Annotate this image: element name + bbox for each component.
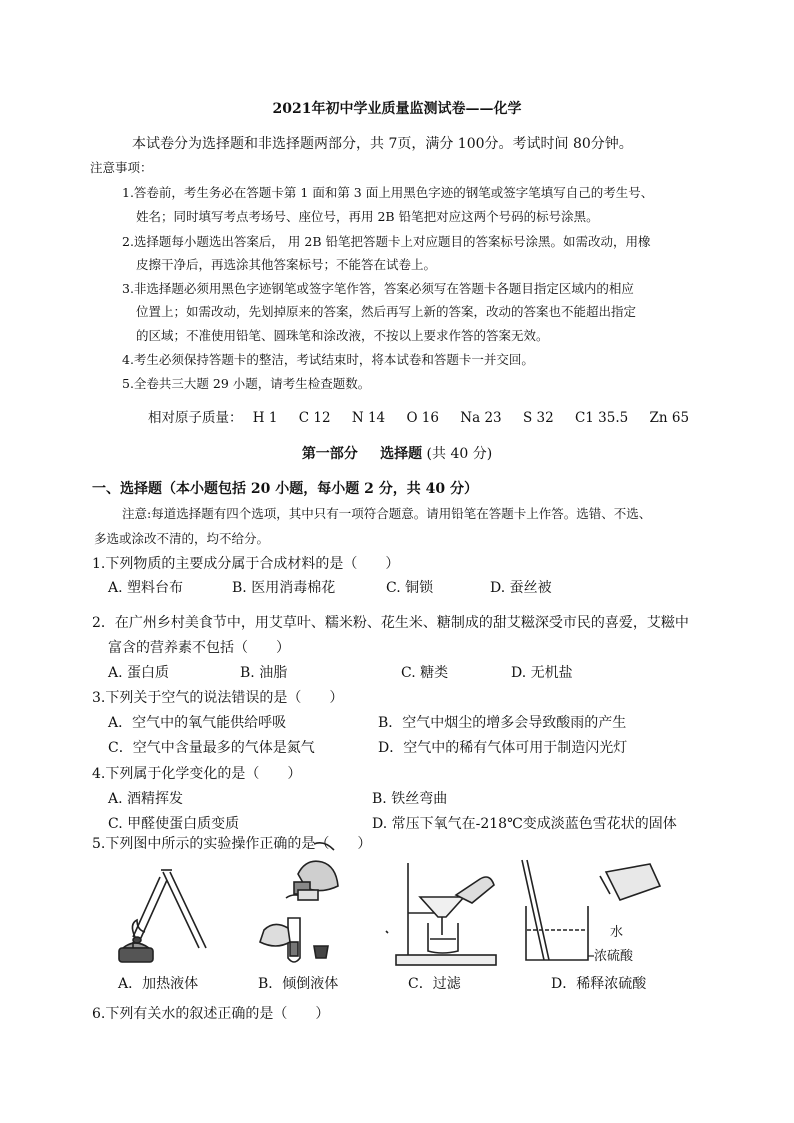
atomic-mass: O 16 (406, 410, 439, 426)
notice-item: 4.考生必须保持答题卡的整洁，考试结束时，将本试卷和答题卡一并交回。 (122, 352, 534, 367)
atomic-mass: S 32 (522, 410, 554, 426)
q1-option-d: D. 蚕丝被 (490, 580, 552, 596)
q5-option-d: D．稀释浓硫酸 (551, 976, 647, 992)
notice-item: 的区域；不准使用铅笔、圆珠笔和涂改液，不按以上要求作答的答案无效。 (136, 328, 549, 343)
atomic-masses (148, 406, 706, 426)
figure-diluting-acid (510, 856, 670, 966)
q2-option-d: D. 无机盐 (511, 665, 573, 681)
exam-title: 2021年初中学业质量监测试卷——化学 (272, 101, 522, 117)
question-1-stem: 1.下列物质的主要成分属于合成材料的是（ ） (92, 556, 400, 572)
part-score: (共 40 分) (426, 446, 493, 462)
q1-option-b: B. 医用消毒棉花 (232, 580, 336, 596)
notice-item: 5.全卷共三大题 29 小题，请考生检查题数。 (122, 376, 371, 391)
question-6-stem: 6.下列有关水的叙述正确的是（ ） (92, 1006, 330, 1022)
atomic-mass: N 14 (351, 410, 386, 426)
q2-option-b: B. 油脂 (240, 665, 288, 681)
atomic-mass: Zn 65 (649, 410, 690, 426)
atomic-masses-label: 相对原子质量： (148, 410, 243, 426)
notice-item: 姓名；同时填写考点考场号、座位号，再用 2B 铅笔把对应这两个号码的标号涂黑。 (136, 209, 599, 224)
atomic-mass: C1 35.5 (574, 410, 629, 426)
notice-item: 皮擦干净后，再选涂其他答案标号；不能答在试卷上。 (136, 257, 437, 272)
q2-option-c: C. 糖类 (401, 665, 449, 681)
figure-heating-liquid (115, 862, 225, 967)
q4-option-a: A. 酒精挥发 (108, 791, 184, 807)
q3-option-b: B．空气中烟尘的增多会导致酸雨的产生 (378, 715, 627, 731)
q3-option-d: D．空气中的稀有气体可用于制造闪光灯 (378, 740, 628, 756)
question-2-stem-cont: 富含的营养素不包括（ ） (108, 640, 290, 656)
section-instructions: 注意:每道选择题有四个选项，其中只有一项符合题意。请用铅笔在答题卡上作答。选错、不选、 (122, 506, 652, 521)
question-4-stem: 4.下列属于化学变化的是（ ） (92, 766, 302, 782)
q4-option-d: D. 常压下氧气在-218℃变成淡蓝色雪花状的固体 (372, 816, 677, 832)
part-name: 第一部分 (301, 446, 358, 462)
question-2-stem: 2．在广州乡村美食节中，用艾草叶、糯米粉、花生米、糖制成的甜艾糍深受市民的喜爱，艾糍中 (92, 615, 689, 631)
figure-label-acid: 浓硫酸 (594, 949, 634, 964)
q1-option-a: A. 塑料台布 (108, 580, 184, 596)
q2-option-a: A. 蛋白质 (108, 665, 170, 681)
question-5-stem: 5.下列图中所示的实验操作正确的是（ ） (92, 836, 372, 852)
q5-option-c: C．过滤 (408, 976, 461, 992)
section-heading: 一、选择题（本小题包括 20 小题，每小题 2 分，共 40 分） (92, 481, 478, 497)
q3-option-a: A．空气中的氧气能供给呼吸 (108, 715, 287, 731)
q5-option-a: A．加热液体 (118, 976, 199, 992)
notice-item: 2.选择题每小题选出答案后， 用 2B 铅笔把答题卡上对应题目的答案标号涂黑。如需改动，用橡 (122, 234, 651, 249)
section-instructions: 多选或涂改不清的，均不给分。 (94, 531, 270, 546)
q4-option-b: B. 铁丝弯曲 (372, 791, 448, 807)
q3-option-c: C．空气中含量最多的气体是氮气 (108, 740, 315, 756)
part-heading (0, 443, 794, 463)
atomic-mass: H 1 (252, 410, 278, 426)
question-3-stem: 3.下列关于空气的说法错误的是（ ） (92, 690, 344, 706)
notice-item: 3.非选择题必须用黑色字迹钢笔或签字笔作答，答案必须写在答题卡各题目指定区域内的相应 (122, 281, 634, 296)
q4-option-c: C. 甲醛使蛋白质变质 (108, 816, 240, 832)
notice-item: 位置上；如需改动，先划掉原来的答案，然后再写上新的答案，改动的答案也不能超出指定 (136, 304, 637, 319)
notice-heading: 注意事项： (90, 160, 153, 175)
exam-intro: 本试卷分为选择题和非选择题两部分，共 7页，满分 100分。考试时间 80分钟。 (132, 136, 633, 152)
figure-label-water: 水 (610, 925, 624, 940)
figure-pouring-liquid (250, 838, 360, 968)
atomic-mass: Na 23 (460, 410, 502, 426)
notice-item: 1.答卷前，考生务必在答题卡第 1 面和第 3 面上用黑色字迹的钢笔或签字笔填写自己的考生号、 (122, 185, 654, 200)
q1-option-c: C. 铜锁 (386, 580, 434, 596)
atomic-mass: C 12 (298, 410, 331, 426)
part-type: 选择题 (380, 446, 423, 462)
figure-filtration (384, 855, 504, 970)
q5-option-b: B．倾倒液体 (258, 976, 339, 992)
